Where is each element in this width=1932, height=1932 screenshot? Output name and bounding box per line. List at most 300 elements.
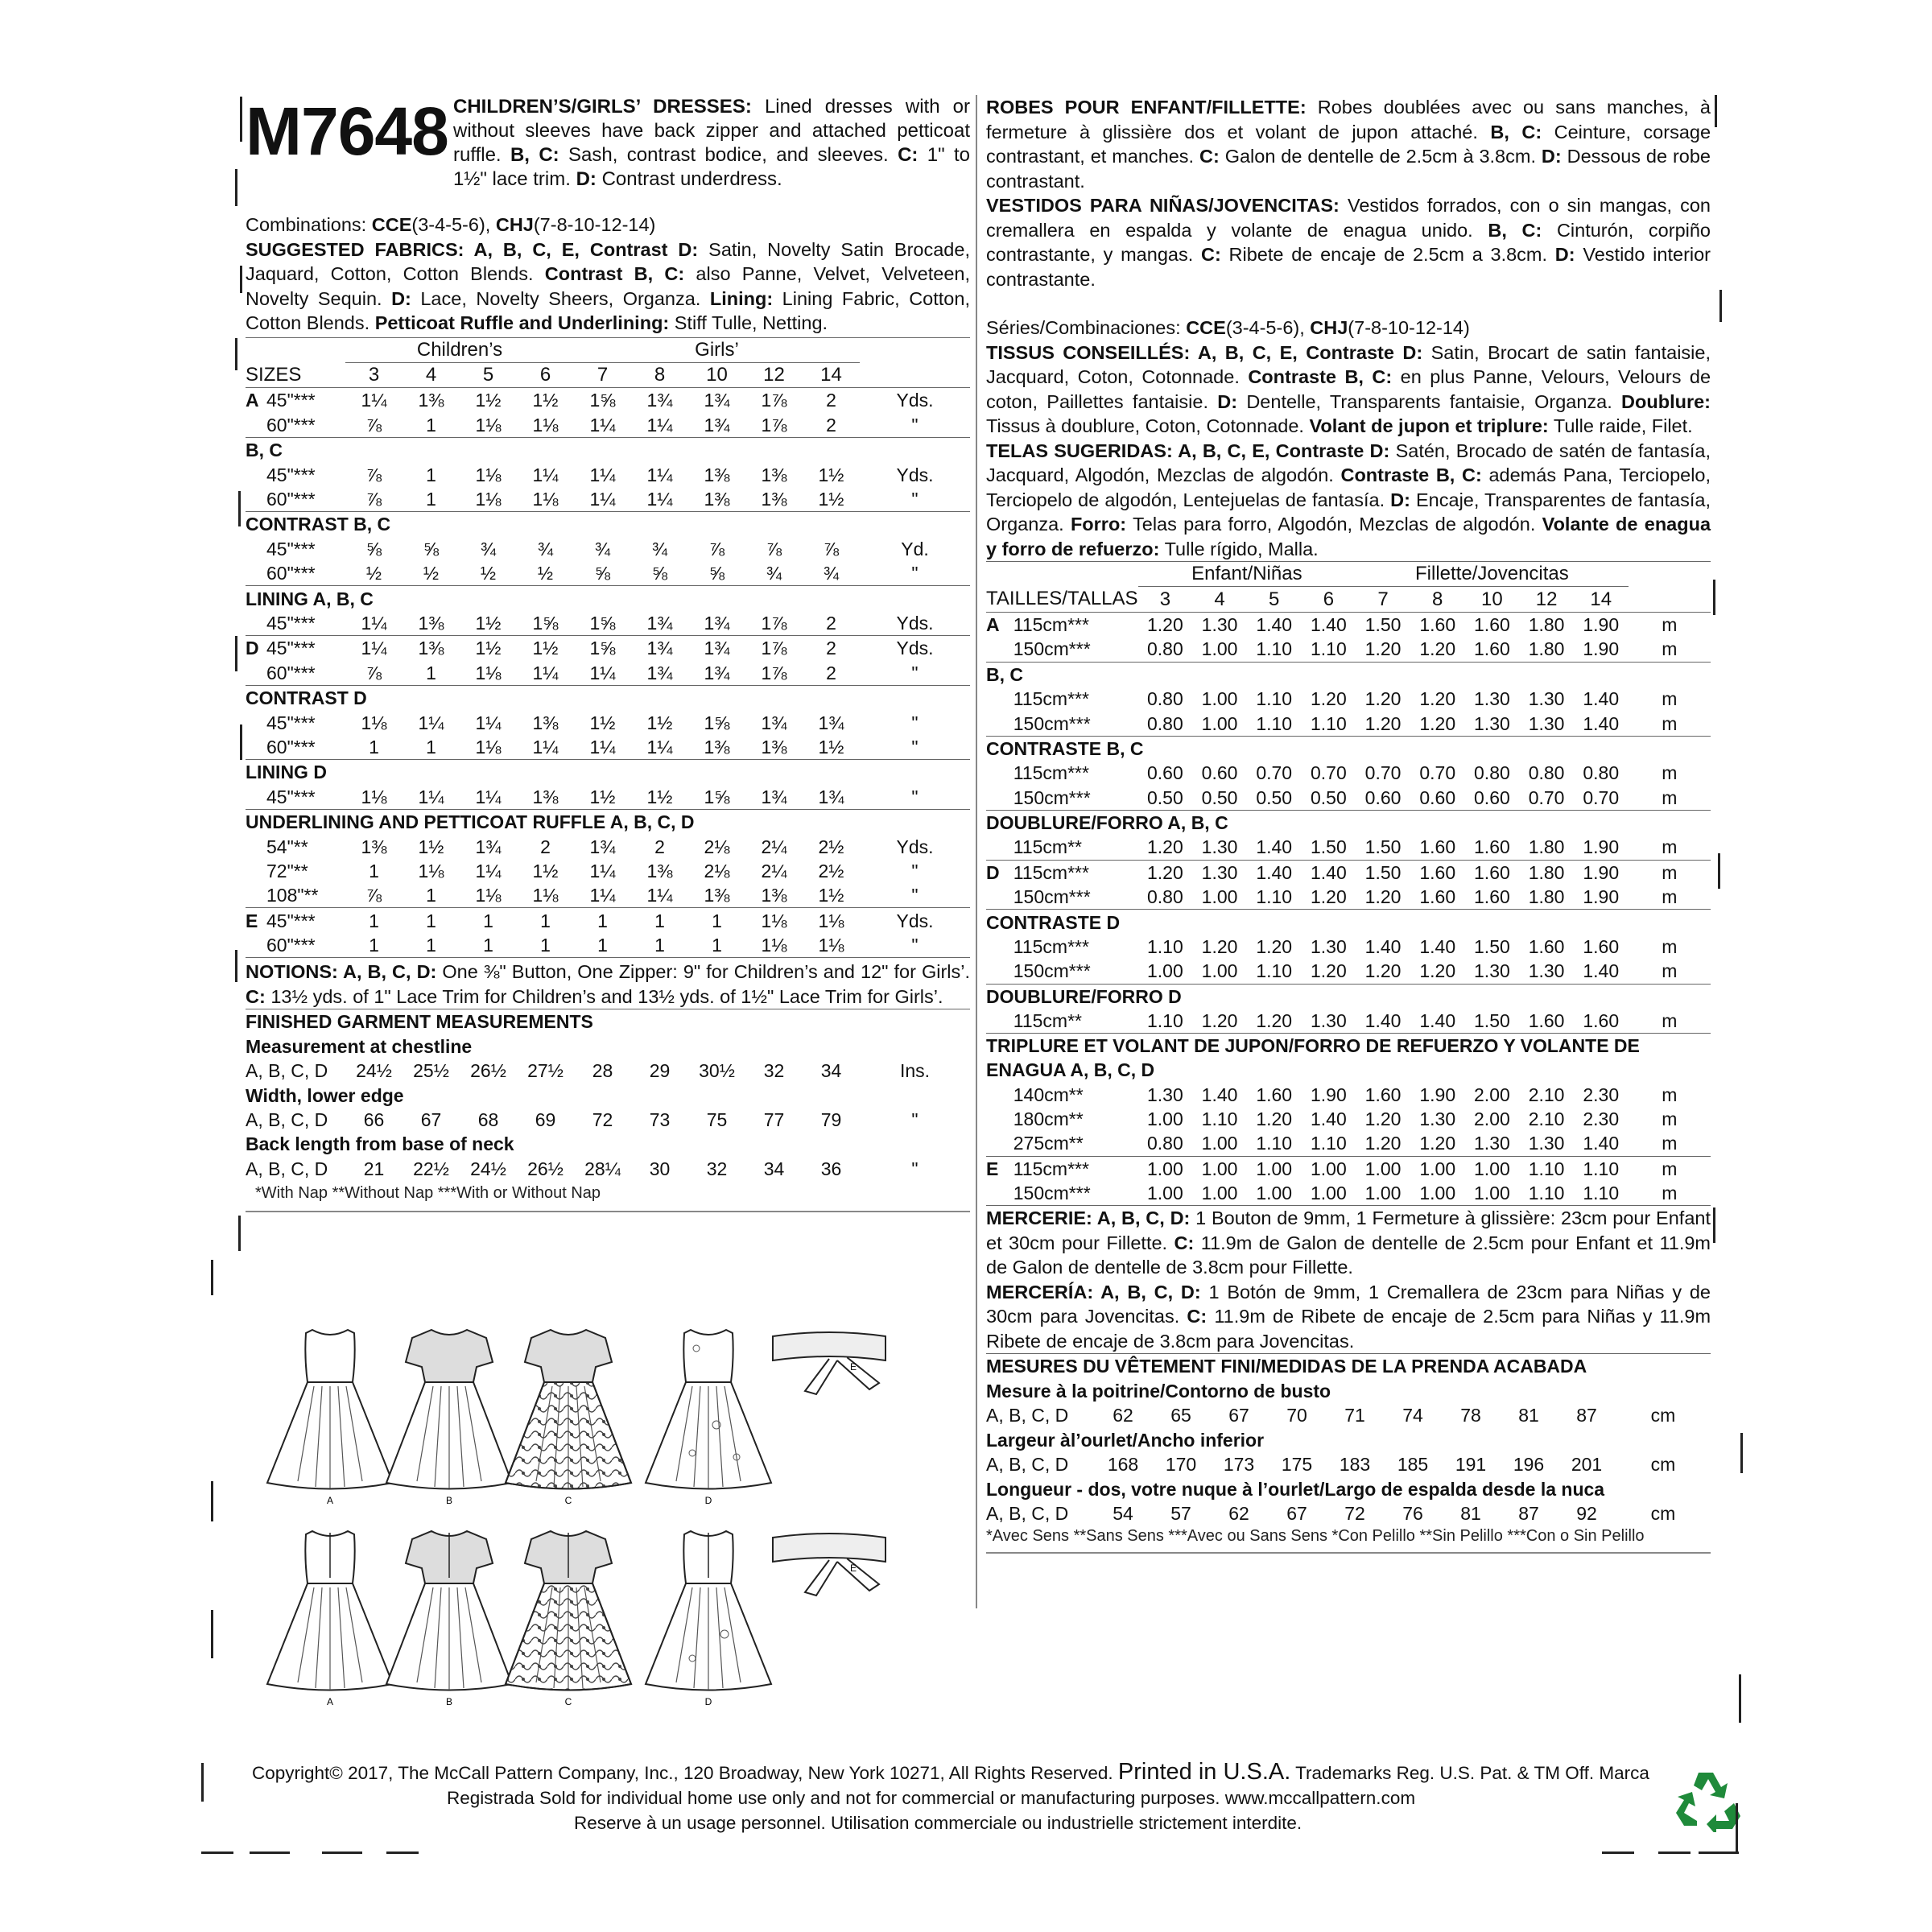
fabric-width: 150cm*** [1013,711,1138,736]
label-c-back: C [564,1696,572,1707]
cell-value: 1.10 [1519,1181,1574,1206]
view-a-front [267,1330,393,1489]
cell-value: 1.00 [1419,1158,1456,1179]
cell-value: 1⅜ [517,785,574,810]
fabric-width: 72"** [266,860,308,881]
measurement-value: 170 [1165,1454,1197,1476]
cell-value: 1.00 [1256,1158,1293,1179]
cell-value: 1.20 [1256,936,1293,958]
unit: cm [1650,1454,1676,1476]
measurement-value: 54 [1113,1502,1133,1524]
cell-value: 0.50 [1138,786,1193,811]
unit: m [1629,637,1711,662]
cell-value: 1⅜ [418,638,444,659]
cell-value: 1¼ [475,860,502,881]
unit: m [1629,786,1711,811]
cell-value: 1¼ [475,712,502,733]
cell-value: 1.30 [1474,688,1510,710]
group-children: Children’s [345,338,574,363]
cell-value: 1⅞ [745,413,803,438]
cell-value: 1.00 [1192,637,1247,662]
measurement-title: Back length from base of neck [246,1133,514,1155]
cell-value: ½ [345,561,402,586]
fabric-width: 150cm*** [1013,885,1138,910]
size-header: 12 [1519,587,1574,612]
cell-value: 1.20 [1419,688,1456,710]
cell-value: 1 [540,910,551,931]
fabric-width: 115cm*** [1013,688,1089,710]
view-letter [986,1107,1013,1131]
measurement-row [986,1501,1711,1525]
cell-value: 1½ [818,464,844,485]
view-letter [246,537,266,561]
cell-value: 1.40 [1419,936,1456,958]
measurement-value: 168 [1107,1454,1139,1476]
views-label: A, B, C, D [246,1158,328,1179]
description-fr: ROBES POUR ENFANT/FILLETTE: Robes doublées avec ou sans manches, à fermeture à glissière dos et volant de jupon attaché. B, C: Ceinture, corsage contrastant, et manches. C: Galon de dentelle de 2.5cm à 3.8cm. D: Dessous de robe contrastant. [986,97,1711,192]
cell-value: 1.90 [1311,1084,1347,1105]
fabric-width: 45"*** [266,464,316,485]
table-row [246,710,970,734]
cell-value: 1.90 [1574,637,1629,662]
cell-value: 1¼ [574,487,631,512]
cell-value: ⅞ [345,661,402,686]
cell-value: 1.40 [1410,1009,1465,1034]
measurement-value: 36 [820,1158,842,1179]
cell-value: 1¼ [646,464,673,485]
size-header: 5 [460,362,517,387]
table-row [986,860,1711,885]
measurement-value: 76 [1402,1502,1423,1524]
unit: " [911,860,919,881]
cell-value: 1⅛ [418,860,444,881]
cell-value: 1 [654,910,665,931]
measurement-value: 81 [1460,1502,1481,1524]
cell-value: 1¼ [574,883,631,908]
measurement-value: 201 [1571,1454,1603,1476]
unit: Yds. [860,611,970,636]
cell-value: 1.20 [1146,613,1183,635]
size-header: 3 [345,362,402,387]
cell-value: 1.30 [1302,1009,1356,1034]
tissus: TISSUS CONSEILLÉS: A, B, C, E, Contraste D: Satin, Brocart de satin fantaisie, Jacquard, Coton, Cotonnade. Contraste B, C: en plus Panne, Velours, Velours de coton, Paillettes fantaisie. D: Dentelle, Transparents fantaisie, Organza. Doublure: Tissus à doublure, Coton, Cotonnade. Volant de jupon et triplure: Tulle raide, Filet. [986,341,1711,436]
section-label: LINING D [246,762,327,783]
cell-value: 0.80 [1138,711,1193,736]
size-header: 8 [1410,587,1465,612]
description: CHILDREN’S/GIRLS’ DRESSES: Lined dresses with or without sleeves have back zipper and attached petticoat ruffle. B, C: Sash, contrast bodice, and sleeves. C: 1" to 1½" lace trim. D: Contrast underdress. [453,96,971,190]
french-spanish-column [986,95,1711,1554]
cell-value: 1.20 [1311,688,1347,710]
measurement-value: 34 [820,1060,842,1082]
cell-value: 1½ [574,785,631,810]
view-c-back [506,1531,631,1690]
measurement-value: 21 [363,1158,385,1179]
view-letter [246,933,266,958]
cell-value: 1.20 [1356,711,1410,736]
cell-value: 1.10 [1302,637,1356,662]
measurement-value: 87 [1576,1405,1597,1426]
cell-value: 1⅞ [745,661,803,686]
pattern-number: M7648 [246,93,448,169]
unit: m [1629,885,1711,910]
cell-value: 1 [426,910,436,931]
cell-value: 1 [517,933,574,958]
fabric-width: 60"*** [266,413,345,438]
cell-value: 1⅝ [517,611,574,636]
section-heading [246,685,970,710]
cell-value: 1⅜ [761,464,787,485]
technical-drawings [242,1312,966,1715]
cell-value: 1⅞ [761,638,787,659]
view-letter: D [986,861,1000,883]
section-label: CONTRASTE D [986,911,1121,933]
cell-value: 0.70 [1256,762,1293,784]
cell-value: 1¾ [704,390,730,411]
size-header: 6 [517,362,574,387]
measurement-value: 22½ [413,1158,449,1179]
cell-value: 1.00 [1465,1181,1520,1206]
cell-value: 1 [426,464,436,485]
cell-value: 1.20 [1247,1009,1302,1034]
cell-value: 1¼ [631,883,688,908]
size-header: 7 [1356,587,1410,612]
fabric-width: 150cm*** [1013,959,1138,984]
table-row [986,1009,1711,1034]
cell-value: ⅝ [631,561,688,586]
measurement-value: 32 [706,1158,728,1179]
cell-value: 0.50 [1302,786,1356,811]
fabric-width: 108"** [266,883,345,908]
table-row [986,935,1711,959]
table-row [986,1131,1711,1156]
measurement-value: 66 [363,1109,385,1131]
cell-value: 1⅜ [402,611,460,636]
cell-value: 1½ [532,390,559,411]
cell-value: 1 [402,661,460,686]
cell-value: 1⅛ [361,712,387,733]
fabric-width: 60"*** [266,561,345,586]
cell-value: 1⅛ [761,910,787,931]
cell-value: 1.20 [1356,1131,1410,1156]
table-row [986,885,1711,910]
table-row [986,1181,1711,1206]
fabric-width: 115cm** [1013,1009,1138,1034]
size-header: 10 [688,362,745,387]
cell-value: 1¼ [574,661,631,686]
cell-value: ¾ [594,538,611,559]
fabric-width: 150cm*** [1013,786,1138,811]
cell-value: 2 [826,390,836,411]
cell-value: 0.80 [1138,637,1193,662]
cell-value: 1 [688,933,745,958]
fabric-width: 60"*** [266,735,345,760]
fabric-width: 60"*** [266,661,345,686]
cell-value: ¾ [651,538,668,559]
view-letter [246,413,266,438]
table-row [986,687,1711,711]
cell-value: 1.20 [1192,1009,1247,1034]
unit: " [911,712,919,733]
cell-value: 1¾ [803,785,860,810]
column-divider [976,95,977,1608]
cell-value: 1⅜ [688,487,745,512]
view-d-front [646,1330,771,1489]
fabric-width: 45"*** [266,910,316,931]
cell-value: 1.20 [1146,861,1183,883]
measurement-value: 68 [477,1109,499,1131]
table-row [986,637,1711,662]
measurement-value: 72 [1344,1502,1365,1524]
view-letter [986,1131,1013,1156]
cell-value: 1¼ [631,487,688,512]
view-letter [246,462,266,486]
section-label: CONTRAST D [246,687,367,709]
view-letter: A [246,390,259,411]
cell-value: 2 [803,611,860,636]
cell-value: 1 [402,883,460,908]
view-letter [246,735,266,760]
measurement-value: 24½ [356,1060,392,1082]
cell-value: 1 [402,487,460,512]
cell-value: 1 [345,735,402,760]
cell-value: 1.10 [1247,959,1302,984]
unit: m [1629,1131,1711,1156]
cell-value: 1 [402,735,460,760]
cell-value: 2 [803,661,860,686]
cell-value: 1.20 [1256,1108,1293,1129]
unit: m [1662,861,1678,883]
unit: m [1662,688,1678,710]
cell-value: 1½ [475,390,502,411]
sizes-row [986,587,1711,612]
cell-value: 0.70 [1419,762,1456,784]
table-row [246,908,970,933]
cell-value: 1 [574,933,631,958]
unit: Ins. [899,1060,931,1082]
views-label: A, B, C, D [246,1109,328,1131]
section-heading [246,760,970,785]
cell-value: 1.30 [1419,1108,1456,1129]
measurement-value: 87 [1518,1502,1539,1524]
cell-value: 0.60 [1201,762,1238,784]
cell-value: 1.90 [1574,835,1629,860]
cell-value: ⅞ [823,538,840,559]
cell-value: 1.30 [1311,936,1347,958]
view-letter [986,637,1013,662]
unit: " [860,883,970,908]
measurement-title: Largeur àl’ourlet/Ancho inferior [986,1429,1265,1451]
measurement-value: 75 [706,1109,728,1131]
cell-value: 1.10 [1574,1181,1629,1206]
cell-value: ⅞ [766,538,782,559]
cell-value: 1.40 [1356,1009,1410,1034]
copyright-line: Copyright© 2017, The McCall Pattern Company, Inc., 120 Broadway, New York 10271, All Rights Reserved. Printed in U.S.A. Trademarks Reg. U.S. Pat. & TM Off. Marca [252,1759,1649,1785]
cell-value: ⅞ [365,464,382,485]
unit: " [911,1158,919,1179]
cell-value: 1.60 [1419,861,1456,883]
sash-e [773,1332,886,1394]
cell-value: 1.10 [1201,1108,1238,1129]
cell-value: 1.90 [1419,1084,1456,1105]
cell-value: 1⅜ [745,487,803,512]
cell-value: 1⅜ [532,712,559,733]
measurement-value: 173 [1223,1454,1255,1476]
cell-value: 1.20 [1364,688,1402,710]
cell-value: 1.90 [1583,613,1620,635]
cell-value: 0.70 [1519,786,1574,811]
cell-value: 1½ [475,638,502,659]
cell-value: 1½ [460,611,517,636]
label-e-back: E [849,1563,857,1574]
cell-value: 1.20 [1356,637,1410,662]
cell-value: 1.00 [1311,1158,1347,1179]
cell-value: 1⅛ [460,883,517,908]
cell-value: 1.80 [1528,613,1565,635]
unit: Yds. [896,638,934,659]
cell-value: 1.20 [1410,711,1465,736]
table-row [986,1107,1711,1131]
cell-value: ½ [517,561,574,586]
cell-value: 1⅛ [517,883,574,908]
view-letter: D [246,638,259,659]
cell-value: 1½ [803,487,860,512]
cell-value: 1.00 [1356,1181,1410,1206]
fgm-title: FINISHED GARMENT MEASUREMENTS [246,1011,593,1033]
cell-value: ½ [402,561,460,586]
cell-value: 1¾ [631,661,688,686]
unit: " [860,661,970,686]
cell-value: 1.00 [1192,1131,1247,1156]
size-header: 3 [1138,587,1193,612]
cell-value: 0.60 [1356,786,1410,811]
cell-value: 1⅛ [460,661,517,686]
cell-value: ⅝ [574,561,631,586]
cell-value: 1.30 [1519,959,1574,984]
cell-value: 1¼ [361,638,387,659]
measurement-title: Mesure à la poitrine/Contorno de busto [986,1380,1331,1402]
section-heading [986,662,1711,687]
cell-value: 1.00 [1192,1181,1247,1206]
cell-value: 1¾ [688,611,745,636]
fabric-width: 115cm*** [1013,613,1089,635]
fabric-width: 45"*** [266,611,345,636]
view-letter [986,761,1013,785]
cell-value: 2.10 [1528,1108,1565,1129]
fabric-width: 60"*** [266,487,345,512]
cell-value: 2 [826,638,836,659]
cell-value: 1⅛ [475,464,502,485]
cell-value: 1.20 [1410,959,1465,984]
measurement-value: 28 [592,1060,613,1082]
cell-value: 1.20 [1201,936,1238,958]
cell-value: 1.20 [1410,1131,1465,1156]
unit: m [1662,762,1678,784]
cell-value: 1¼ [574,413,631,438]
section-heading [986,984,1711,1009]
cell-value: 1¾ [704,638,730,659]
cell-value: 1.30 [1519,711,1574,736]
fabric-width: 45"*** [266,390,316,411]
cell-value: 1½ [532,860,559,881]
cell-value: 1⅛ [517,413,574,438]
cell-value: 1.50 [1302,835,1356,860]
sash-e-back [773,1534,886,1596]
measurement-title: Measurement at chestline [246,1035,473,1057]
cell-value: 1.50 [1364,861,1402,883]
table-row [246,462,970,486]
suggested-fabrics: SUGGESTED FABRICS: A, B, C, E, Contrast D: Satin, Novelty Satin Brocade, Jaquard, Cotton, Cotton Blends. Contrast B, C: also Panne, Velvet, Velveteen, Novelty Sequin. D: Lace, Novelty Sheers, Organza. Lining: Lining Fabric, Cotton, Cotton Blends. Petticoat Ruffle and Underlining: Stiff Tulle, Netting. [246,237,970,338]
cell-value: 1.30 [1201,613,1238,635]
cell-value: 1¼ [631,413,688,438]
table-row [246,636,970,661]
unit: m [1629,959,1711,984]
unit: " [860,487,970,512]
table-row [246,785,970,810]
cell-value: 1¼ [574,735,631,760]
cell-value: 1⅛ [818,910,844,931]
cell-value: 1½ [589,712,616,733]
size-header: 14 [803,362,860,387]
measurement-value: 57 [1170,1502,1191,1524]
measurement-value: 74 [1402,1405,1423,1426]
table-row [246,388,970,413]
cell-value: 1.00 [1247,1181,1302,1206]
measurement-value: 67 [1286,1502,1307,1524]
cell-value: 1.30 [1528,688,1565,710]
measurement-title-row [986,1428,1711,1452]
cell-value: 1.00 [1201,688,1238,710]
section-heading [986,910,1711,935]
cell-value: 1.20 [1138,835,1193,860]
cell-value: 1 [597,910,608,931]
table-row [246,661,970,686]
label-e: E [849,1361,857,1373]
cell-value: 1.60 [1583,936,1620,958]
cell-value: 1¼ [589,860,616,881]
view-b-front [386,1330,512,1489]
cell-value: 2 [803,413,860,438]
cell-value: 1¼ [532,464,559,485]
cell-value: 1½ [532,638,559,659]
size-header: 8 [631,362,688,387]
measurement-value: 73 [649,1109,671,1131]
table-row [246,735,970,760]
table-row [246,611,970,636]
cell-value: 1.50 [1474,936,1510,958]
size-header: 4 [1192,587,1247,612]
table-row [246,883,970,908]
cell-value: 2.10 [1528,1084,1565,1105]
cell-value: 1¾ [761,712,787,733]
cell-value: 1.00 [1302,1181,1356,1206]
cell-value: ⅞ [345,883,402,908]
fabric-width: 115cm*** [1013,1158,1089,1179]
cell-value: ⅝ [365,538,382,559]
cell-value: 1 [712,910,722,931]
view-letter [986,885,1013,910]
fabric-width: 115cm*** [1013,762,1089,784]
view-b-back [386,1531,512,1690]
cell-value: 1⅞ [761,390,787,411]
measurement-value: 67 [1228,1405,1249,1426]
cell-value: 1.00 [1201,1158,1238,1179]
view-letter [986,959,1013,984]
measurement-value: 30 [649,1158,671,1179]
measurement-value: 72 [592,1109,613,1131]
cell-value: 1.60 [1410,835,1465,860]
cell-value: ⅞ [345,487,402,512]
cell-value: 1 [460,933,517,958]
